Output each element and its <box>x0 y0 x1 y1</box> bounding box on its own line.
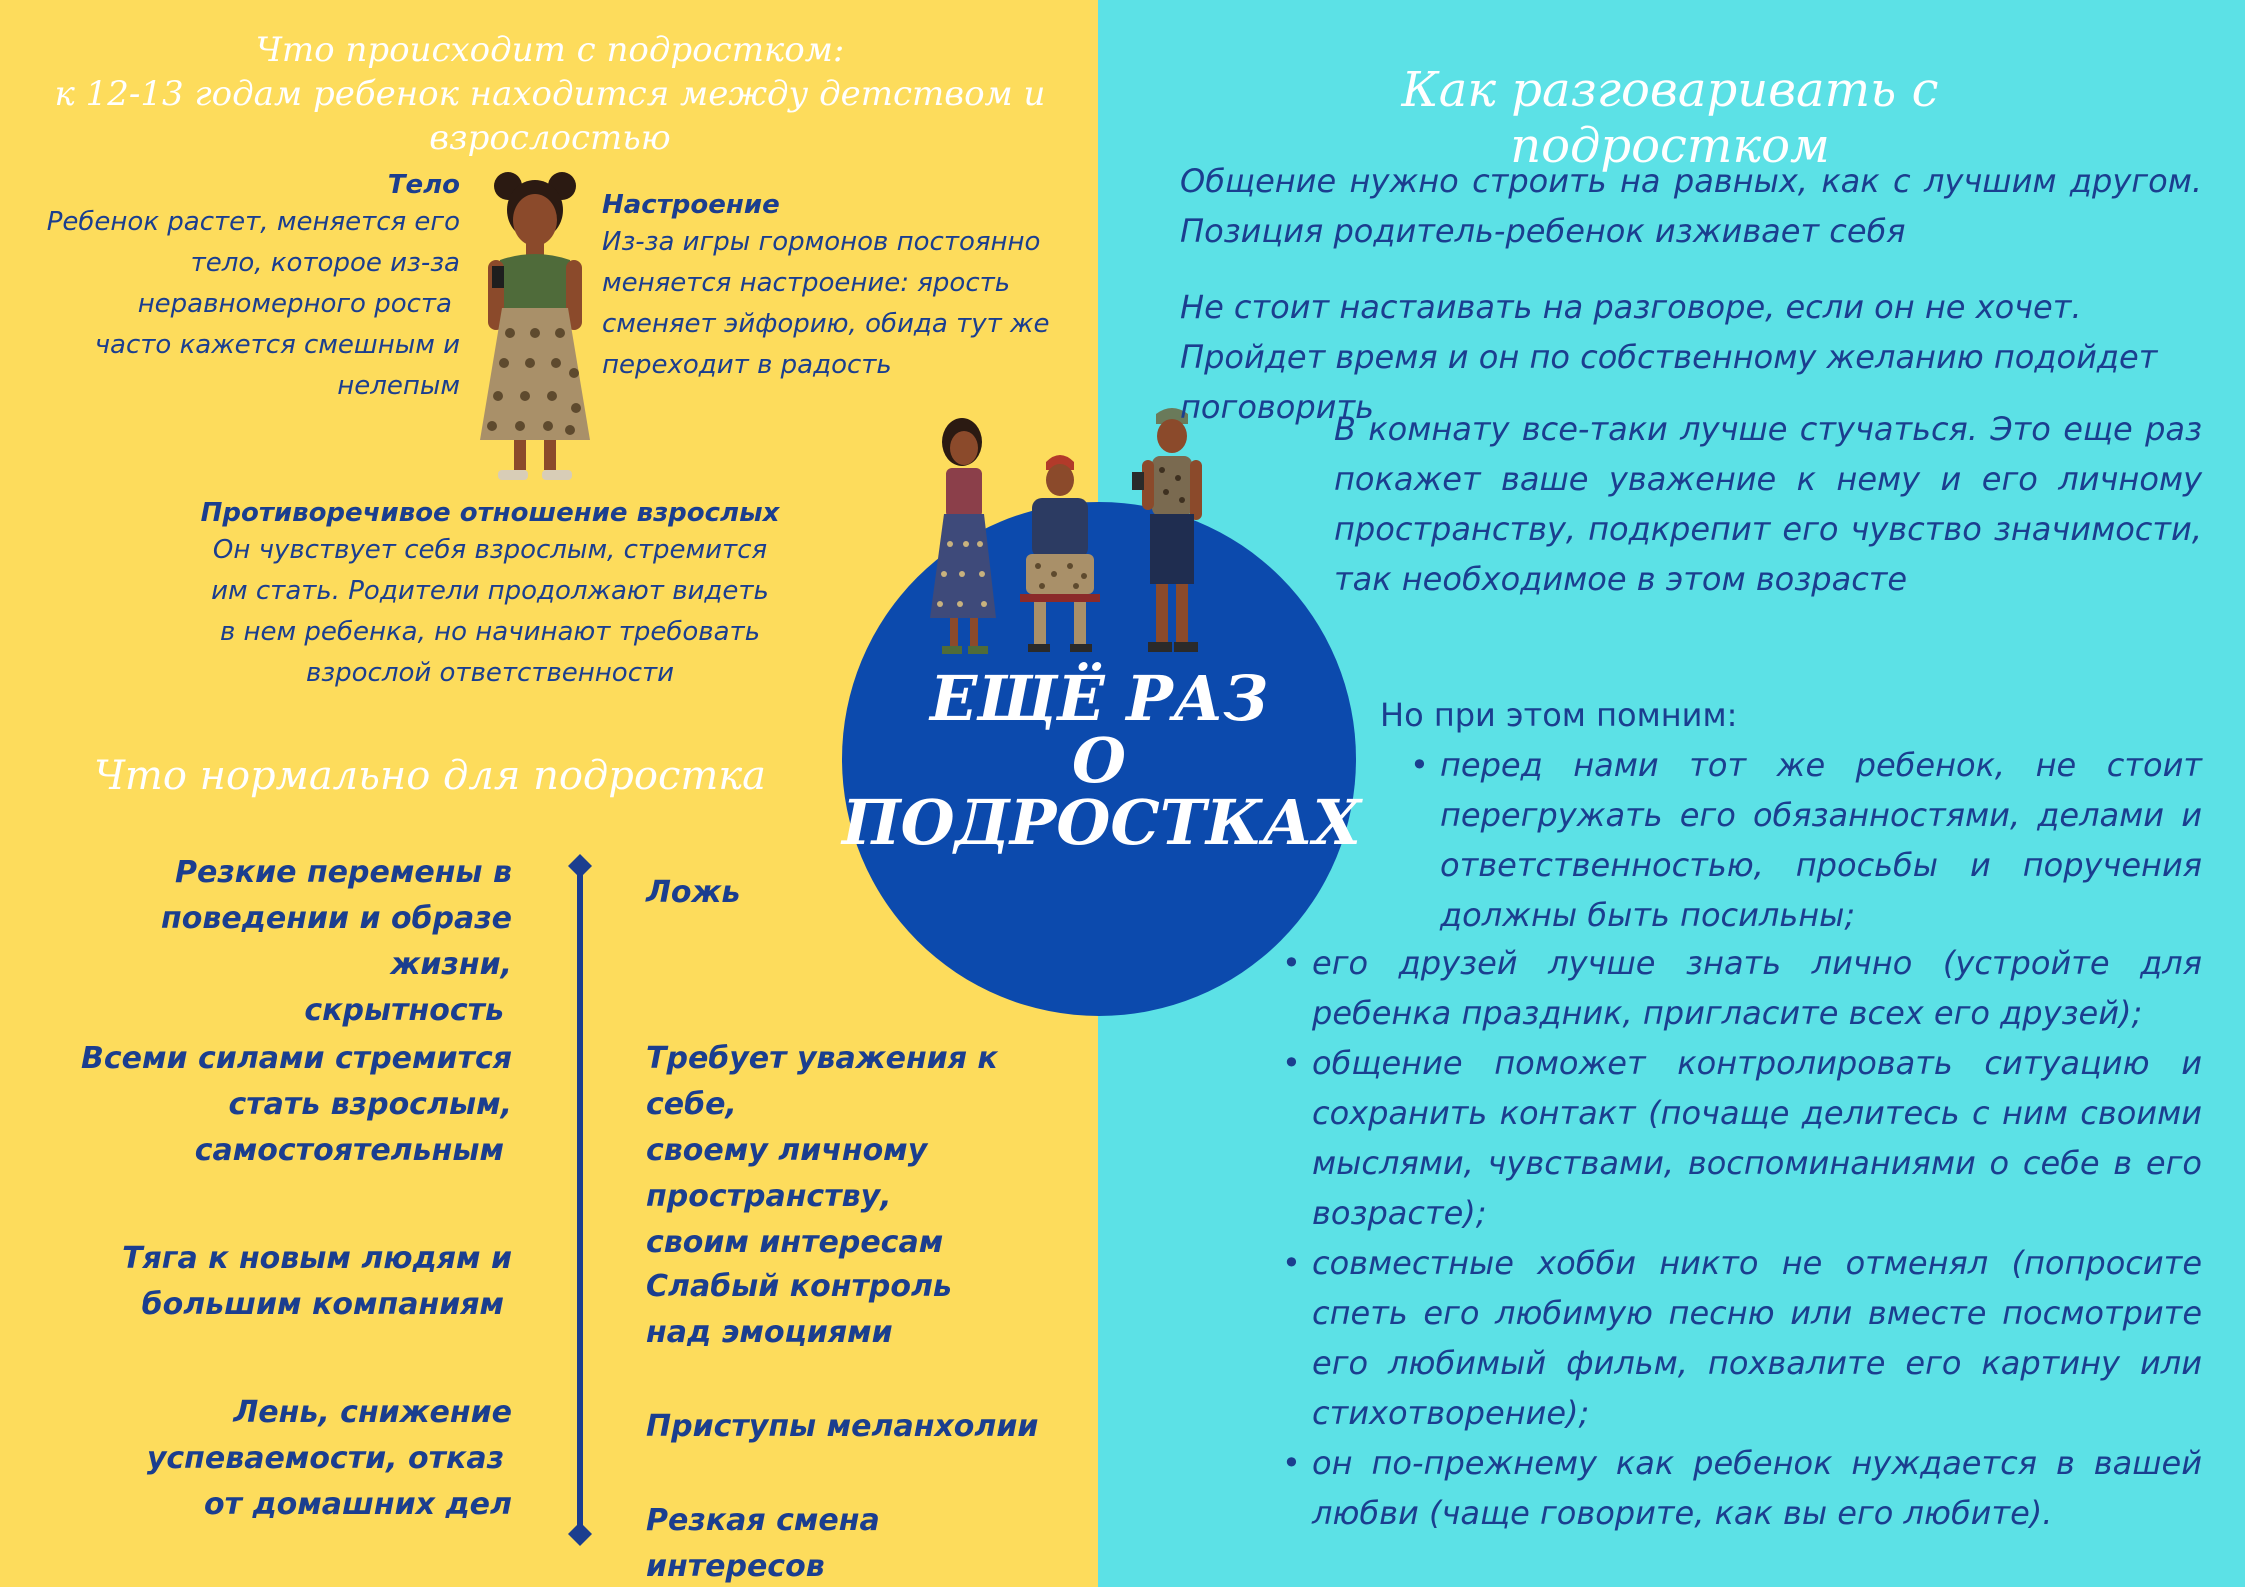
contradiction-line: в нем ребенка, но начинают требовать <box>219 617 761 647</box>
timeline-left-1 <box>40 850 512 1034</box>
left-header-line-2: к 12-13 годам ребенок находится между детством и <box>54 74 1046 114</box>
timeline-right-line: Резкая смена интересов <box>646 1503 880 1584</box>
left-header-line-3: взрослостью <box>429 118 671 158</box>
timeline-left-line: самостоятельным <box>194 1133 504 1168</box>
contradiction-line: взрослой ответственности <box>305 658 675 688</box>
timeline-right-line: своему личному <box>646 1133 928 1168</box>
paragraph-knock: В комнату все-таки лучше стучаться. Это еще раз покажет ваше уважение к нему и его личному пространству, подкрепит его чувство значимости, так необходимое в этом возрасте <box>1334 410 2202 598</box>
contradiction-line: им стать. Родители продолжают видеть <box>211 576 769 606</box>
body-line: неравномерного роста <box>137 289 452 319</box>
body-section <box>20 168 460 407</box>
bullet-item: • совместные хобби никто не отменял (попросите спеть его любимую песню или вместе посмотрите его любимый фильм, похвалите его картину или стихотворение); <box>1312 1238 2202 1438</box>
contradiction-section <box>190 496 790 694</box>
center-title <box>842 662 1361 859</box>
mood-title: Настроение <box>602 190 780 220</box>
mood-line: сменяет эйфорию, обида тут же <box>602 309 1050 339</box>
timeline-left-line: большим компаниям <box>141 1287 504 1322</box>
timeline-right-5 <box>646 1498 1066 1590</box>
timeline-left-4 <box>40 1390 512 1528</box>
mood-section <box>602 188 1062 386</box>
bullet-item: • его друзей лучше знать лично (устройте для ребенка праздник, пригласите всех его друзей); <box>1312 938 2202 1038</box>
normal-header: Что нормально для подростка <box>93 753 767 799</box>
timeline-right-line: Ложь <box>646 875 741 910</box>
body-line: часто кажется смешным и <box>94 330 460 360</box>
teen-group-illustration <box>920 404 1220 662</box>
timeline-left-line: Тяга к новым людям и <box>122 1241 512 1276</box>
left-header <box>40 28 1060 160</box>
contradiction-title: Противоречивое отношение взрослых <box>200 498 780 528</box>
remember-label: Но при этом помним: <box>1380 696 1738 734</box>
mood-line: меняется настроение: ярость <box>602 268 1011 298</box>
left-header-line-1: Что происходит с подростком: <box>255 30 845 70</box>
timeline-left-line: поведении и образе жизни, <box>161 901 512 982</box>
contradiction-line: Он чувствует себя взрослым, стремится <box>212 535 768 565</box>
center-title-line-2: О <box>1071 724 1126 797</box>
timeline-right-line: Приступы меланхолии <box>646 1409 1039 1444</box>
timeline-left-line: скрытность <box>304 993 504 1028</box>
paragraph-equal-communication: Общение нужно строить на равных, как с лучшим другом. Позиция родитель-ребенок изживает себя <box>1180 162 2202 250</box>
right-header: Как разговаривать с подростком <box>1401 62 1939 174</box>
body-line: нелепым <box>337 371 460 401</box>
timeline-left-2 <box>40 1036 512 1174</box>
bullet-list-first <box>1440 740 2202 940</box>
timeline-right-line: Слабый контроль <box>646 1269 952 1304</box>
mood-line: Из-за игры гормонов постоянно <box>602 227 1041 257</box>
timeline-right-line: своим интересам <box>646 1225 944 1260</box>
center-title-line-1: ЕЩЁ РАЗ <box>929 662 1269 735</box>
timeline-left-line: стать взрослым, <box>228 1087 512 1122</box>
mood-line: переходит в радость <box>602 350 892 380</box>
bullet-item: • он по-прежнему как ребенок нуждается в вашей любви (чаще говорите, как вы его любите). <box>1312 1438 2202 1538</box>
timeline-right-2 <box>646 1036 1086 1266</box>
timeline-line <box>560 850 600 1550</box>
bullet-list-rest <box>1312 938 2202 1538</box>
timeline-left-line: Всеми силами стремится <box>81 1041 512 1076</box>
timeline-right-line: над эмоциями <box>646 1315 893 1350</box>
bullet-item: • общение поможет контролировать ситуацию и сохранить контакт (почаще делитесь с ним своими мыслями, чувствами, воспоминаниями о себе в его возрасте); <box>1312 1038 2202 1238</box>
body-line: Ребенок растет, меняется его <box>46 207 460 237</box>
bullet-item: • перед нами тот же ребенок, не стоит перегружать его обязанностями, делами и ответственностью, просьбы и поручения должны быть посильны; <box>1440 740 2202 940</box>
timeline-left-line: Лень, снижение <box>233 1395 512 1430</box>
timeline-left-line: от домашних дел <box>204 1487 512 1522</box>
timeline-right-4 <box>646 1404 1066 1450</box>
body-title: Тело <box>387 170 460 200</box>
body-line: тело, которое из-за <box>190 248 460 278</box>
timeline-left-line: успеваемости, отказ <box>146 1441 504 1476</box>
center-title-line-3: ПОДРОСТКАХ <box>842 786 1361 859</box>
timeline-right-line: пространству, <box>646 1179 892 1214</box>
timeline-left-line: Резкие перемены в <box>175 855 512 890</box>
timeline-right-line: Требует уважения к себе, <box>646 1041 998 1122</box>
paragraph-no-pressure: Не стоит настаивать на разговоре, если он не хочет. Пройдет время и он по собственному желанию подойдет поговорить <box>1180 288 2158 426</box>
timeline-left-3 <box>40 1236 512 1328</box>
girl-with-phone-illustration <box>470 168 600 486</box>
timeline-right-3 <box>646 1264 1066 1356</box>
